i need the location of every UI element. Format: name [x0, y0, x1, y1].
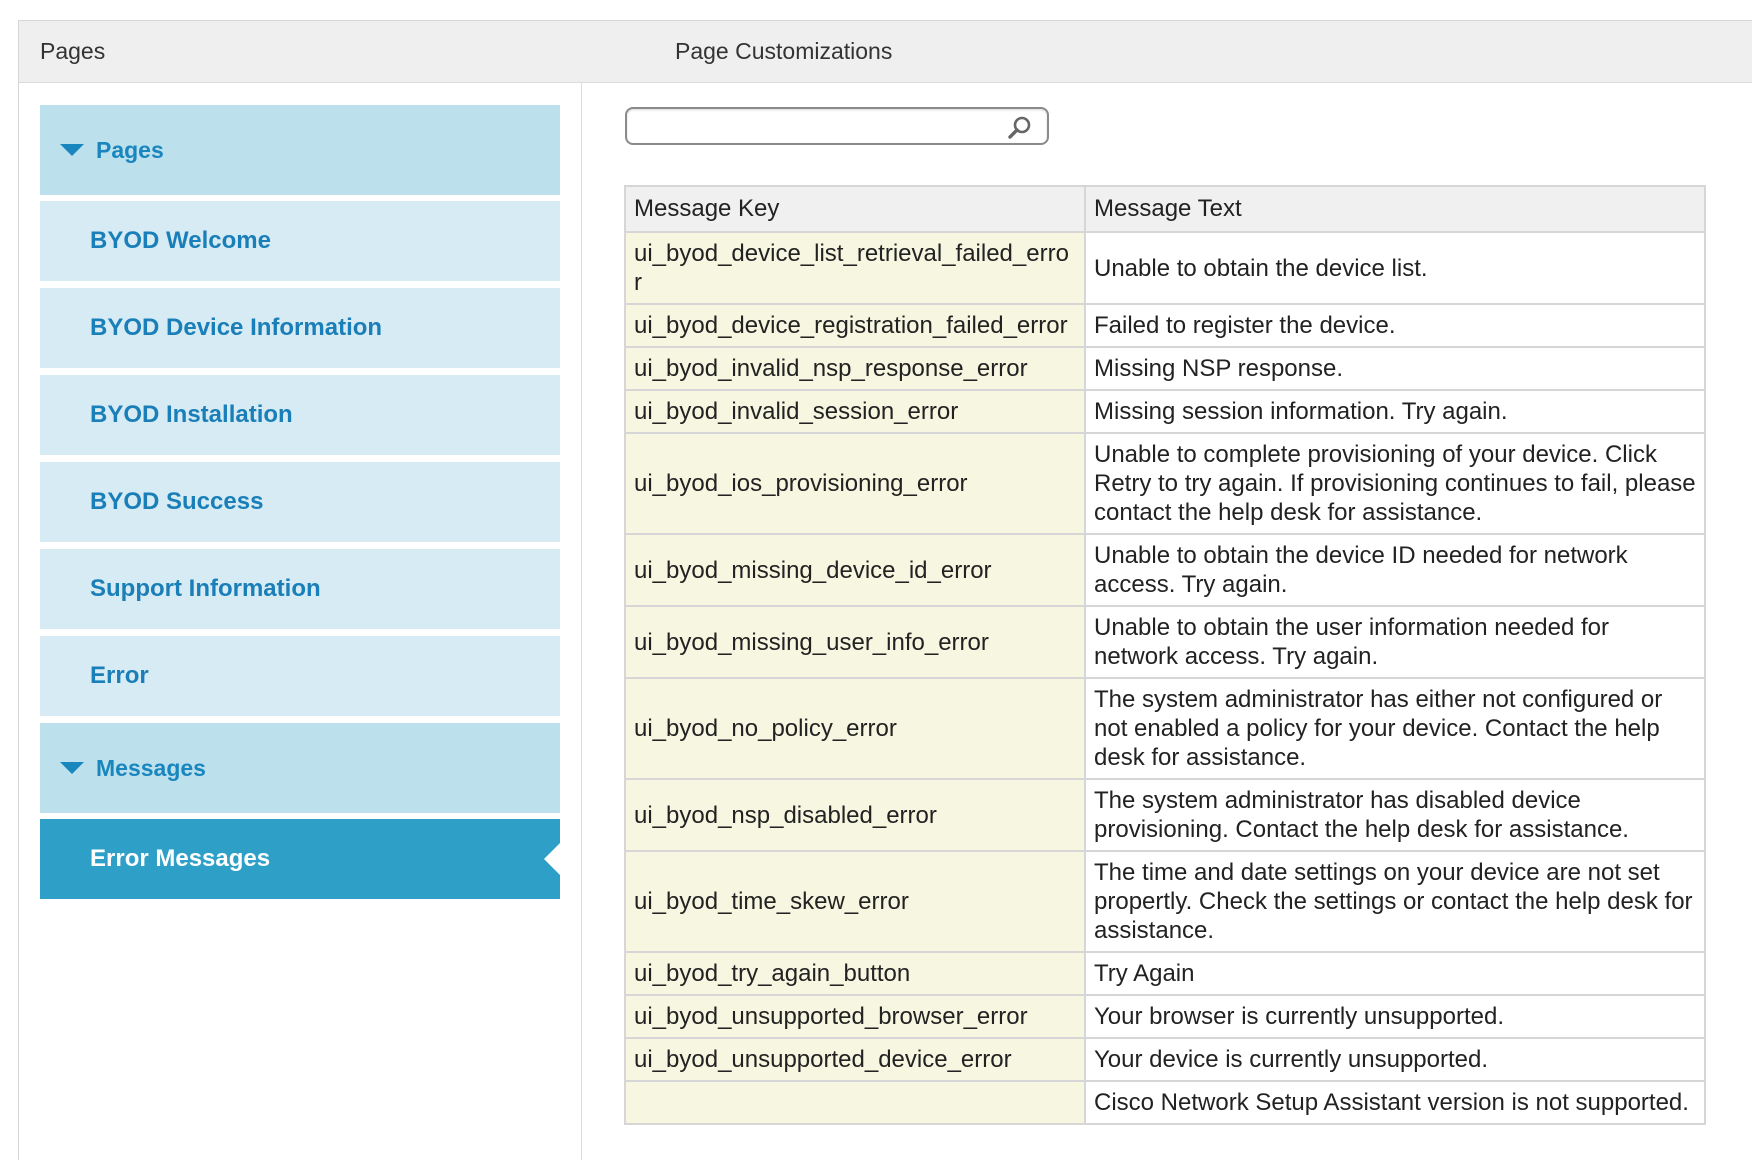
table-row[interactable]	[625, 1081, 1705, 1124]
message-key-cell: ui_byod_time_skew_error	[625, 851, 1085, 952]
table-row[interactable]	[625, 678, 1705, 779]
message-text-cell[interactable]: The system administrator has disabled device provisioning. Contact the help desk for assistance.	[1085, 779, 1705, 851]
message-text-cell[interactable]: Cisco Network Setup Assistant version is not supported.	[1085, 1081, 1705, 1124]
nav-item-byod-device-information[interactable]	[40, 288, 560, 368]
message-text-cell[interactable]: Unable to obtain the device list.	[1085, 232, 1705, 304]
message-text-cell[interactable]: Your browser is currently unsupported.	[1085, 995, 1705, 1038]
message-key-cell	[625, 1081, 1085, 1124]
nav-item-support-information[interactable]	[40, 549, 560, 629]
message-text-cell[interactable]: The system administrator has either not configured or not enabled a policy for your device. Contact the help desk for assistance.	[1085, 678, 1705, 779]
table-row[interactable]	[625, 433, 1705, 534]
nav-group-label: Pages	[96, 136, 164, 163]
pages-panel	[19, 83, 582, 1160]
nav-item-byod-success[interactable]	[40, 462, 560, 542]
message-text-cell[interactable]: Unable to obtain the user information needed for network access. Try again.	[1085, 606, 1705, 678]
nav-item-label: BYOD Success	[90, 488, 264, 515]
nav-item-label: Support Information	[90, 575, 321, 602]
message-key-cell: ui_byod_nsp_disabled_error	[625, 779, 1085, 851]
table-row[interactable]	[625, 347, 1705, 390]
message-key-cell: ui_byod_unsupported_browser_error	[625, 995, 1085, 1038]
message-text-cell[interactable]: Try Again	[1085, 952, 1705, 995]
page-customization-window	[18, 20, 1752, 1160]
search-icon[interactable]	[1007, 115, 1033, 141]
nav-item-label: Error Messages	[90, 845, 271, 872]
nav-item-label: BYOD Installation	[90, 401, 293, 428]
message-key-cell: ui_byod_missing_device_id_error	[625, 534, 1085, 606]
column-header-message-text[interactable]: Message Text	[1085, 186, 1705, 232]
message-text-cell[interactable]: Your device is currently unsupported.	[1085, 1038, 1705, 1081]
message-text-cell[interactable]: Missing NSP response.	[1085, 347, 1705, 390]
nav-item-label: Error	[90, 662, 149, 689]
nav-item-label: BYOD Welcome	[90, 227, 271, 254]
column-header-message-key[interactable]: Message Key	[625, 186, 1085, 232]
message-key-cell: ui_byod_ios_provisioning_error	[625, 433, 1085, 534]
message-key-cell: ui_byod_unsupported_device_error	[625, 1038, 1085, 1081]
table-row[interactable]	[625, 304, 1705, 347]
table-row[interactable]	[625, 1038, 1705, 1081]
message-text-cell[interactable]: Missing session information. Try again.	[1085, 390, 1705, 433]
triangle-down-icon	[60, 144, 84, 156]
header-bar	[19, 21, 1752, 83]
table-row[interactable]	[625, 232, 1705, 304]
table-header-row	[625, 186, 1705, 232]
page-customizations-title: Page Customizations	[675, 38, 893, 64]
table-row[interactable]	[625, 851, 1705, 952]
table-row[interactable]	[625, 952, 1705, 995]
messages-table	[624, 185, 1706, 1125]
message-text-cell[interactable]: Failed to register the device.	[1085, 304, 1705, 347]
nav-item-error-messages[interactable]	[40, 819, 560, 899]
table-row[interactable]	[625, 779, 1705, 851]
search-input[interactable]	[635, 111, 999, 143]
page-customizations-panel	[582, 83, 1752, 1160]
message-key-cell: ui_byod_invalid_session_error	[625, 390, 1085, 433]
nav-item-byod-installation[interactable]	[40, 375, 560, 455]
nav-group-messages[interactable]	[40, 723, 560, 813]
message-text-cell[interactable]: Unable to complete provisioning of your device. Click Retry to try again. If provisioning continues to fail, please contact the help desk for assistance.	[1085, 433, 1705, 534]
message-key-cell: ui_byod_invalid_nsp_response_error	[625, 347, 1085, 390]
message-key-cell: ui_byod_missing_user_info_error	[625, 606, 1085, 678]
nav-group-label: Messages	[96, 754, 206, 781]
message-key-cell: ui_byod_device_list_retrieval_failed_error	[625, 232, 1085, 304]
nav-item-label: BYOD Device Information	[90, 314, 383, 341]
table-row[interactable]	[625, 606, 1705, 678]
pages-nav	[40, 105, 560, 906]
message-text-cell[interactable]: Unable to obtain the device ID needed for network access. Try again.	[1085, 534, 1705, 606]
search-box[interactable]	[625, 107, 1049, 145]
triangle-down-icon	[60, 762, 84, 774]
message-text-cell[interactable]: The time and date settings on your device are not set propertly. Check the settings or contact the help desk for assistance.	[1085, 851, 1705, 952]
message-key-cell: ui_byod_device_registration_failed_error	[625, 304, 1085, 347]
table-row[interactable]	[625, 390, 1705, 433]
table-row[interactable]	[625, 534, 1705, 606]
nav-group-pages[interactable]	[40, 105, 560, 195]
nav-item-error[interactable]	[40, 636, 560, 716]
message-key-cell: ui_byod_no_policy_error	[625, 678, 1085, 779]
nav-item-byod-welcome[interactable]	[40, 201, 560, 281]
table-row[interactable]	[625, 995, 1705, 1038]
message-key-cell: ui_byod_try_again_button	[625, 952, 1085, 995]
pages-panel-title: Pages	[40, 38, 106, 64]
